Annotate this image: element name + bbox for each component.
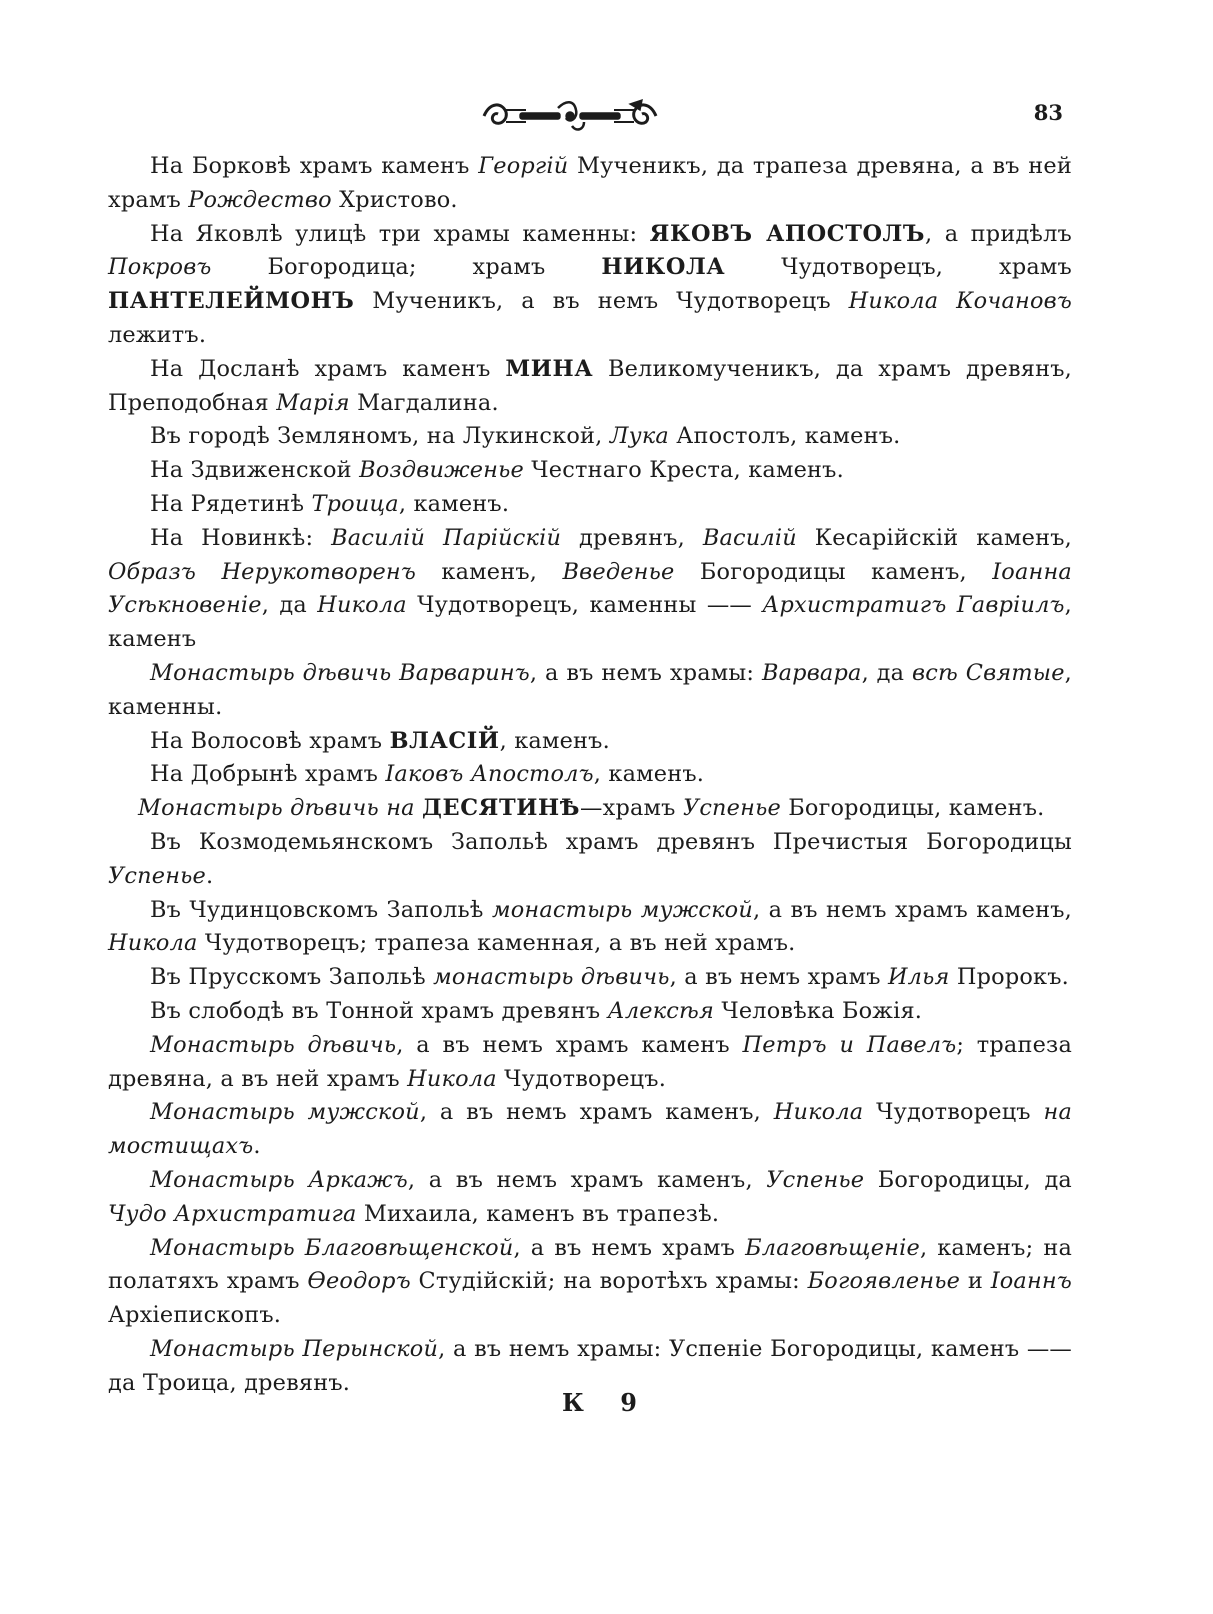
- text-run: , а въ немъ храмъ каменъ: [396, 1031, 743, 1058]
- text-run: НИКОЛА: [601, 254, 726, 281]
- paragraph: [108, 792, 1072, 826]
- text-run: , а въ немъ храмъ каменъ,: [419, 1099, 774, 1126]
- italic-text-run: Василій Парійскій: [331, 524, 562, 551]
- paragraph: [108, 522, 1072, 657]
- italic-text-run: монастырь мужской: [491, 896, 753, 923]
- text-run: , каменъ; на полатяхъ храмъ: [108, 1234, 1073, 1295]
- italic-text-run: Лука: [609, 423, 669, 450]
- italic-text-run: Іоанна Усѣкновеніе: [108, 558, 1072, 619]
- text-run: ВЛАСІЙ: [389, 727, 500, 754]
- italic-text-run: Варвара: [761, 659, 862, 686]
- text-run: Въ слободѣ въ Тонной храмъ древянъ: [150, 997, 608, 1024]
- italic-text-run: Монастырь дѣвичь Варваринъ: [150, 659, 530, 686]
- paragraph: [108, 454, 1072, 488]
- text-run: и: [960, 1268, 991, 1295]
- text-run: , да: [861, 659, 913, 686]
- text-run: Чудотворецъ.: [496, 1065, 667, 1092]
- paragraph: [108, 1096, 1072, 1164]
- text-run: каменъ,: [416, 558, 563, 585]
- paragraph: [108, 218, 1072, 353]
- italic-text-run: Покровъ: [108, 254, 212, 281]
- italic-text-run: Іаковъ Апостолъ: [385, 761, 594, 788]
- italic-text-run: Монастырь дѣвичь: [150, 1031, 397, 1058]
- text-run: На Яковлѣ улицѣ три храмы каменны:: [150, 220, 650, 247]
- text-run: Христово.: [331, 186, 458, 213]
- text-run: , а въ немъ храмы:: [529, 659, 762, 686]
- paragraph: [108, 826, 1072, 894]
- paragraph: [108, 758, 1072, 792]
- text-run: , а въ немъ храмъ: [669, 964, 888, 991]
- paragraph: [108, 995, 1072, 1029]
- text-run: ДЕСЯТИНѢ: [422, 795, 581, 822]
- text-run: —храмъ: [580, 795, 683, 822]
- italic-text-run: Успенье: [766, 1166, 865, 1193]
- italic-text-run: Монастырь Аркажъ: [150, 1166, 408, 1193]
- italic-text-run: монастырь дѣвичь: [433, 964, 670, 991]
- italic-text-run: Ѳеодоръ: [307, 1268, 411, 1295]
- paragraph: [108, 150, 1072, 218]
- text-run: Апостолъ, каменъ.: [668, 423, 901, 450]
- text-run: , а въ немъ храмъ каменъ,: [752, 896, 1072, 923]
- text-run: , да: [261, 592, 318, 619]
- text-run: Чудотворецъ, каменны ——: [406, 592, 763, 619]
- page-number: 83: [1033, 100, 1063, 125]
- text-run: , а въ немъ храмы: Успеніе Богородицы, каменъ —— да Троица, древянъ.: [108, 1335, 1073, 1396]
- text-run: , каменъ.: [499, 727, 610, 754]
- italic-text-run: Алексѣя: [607, 997, 715, 1024]
- text-run: На Борковѣ храмъ каменъ: [150, 153, 479, 179]
- italic-text-run: Воздвиженье: [359, 457, 524, 484]
- text-run: Въ Козмодемьянскомъ Запольѣ храмъ древянъ Пречистыя Богородицы: [150, 828, 1072, 855]
- text-run: Въ Прусскомъ Запольѣ: [150, 964, 434, 991]
- text-run: , каменъ: [108, 592, 1072, 653]
- italic-text-run: Никола: [108, 930, 198, 957]
- italic-text-run: Марія: [276, 389, 350, 416]
- paragraph: [108, 894, 1072, 962]
- italic-text-run: Успенье: [108, 862, 206, 889]
- text-run: Чудотворецъ; трапеза каменная, а въ ней храмъ.: [197, 930, 796, 957]
- text-run: Честнаго Креста, каменъ.: [523, 457, 844, 484]
- text-run: Въ Чудинцовскомъ Запольѣ: [150, 896, 492, 923]
- paragraph: [108, 725, 1072, 759]
- italic-text-run: Богоявленье: [807, 1268, 961, 1295]
- italic-text-run: Илья: [887, 964, 950, 991]
- italic-text-run: Іоаннъ: [990, 1268, 1072, 1295]
- italic-text-run: Монастырь дѣвичь на: [138, 795, 423, 822]
- text-run: лежитъ.: [108, 321, 207, 348]
- italic-text-run: Успенье: [682, 795, 781, 822]
- text-run: Магдалина.: [349, 389, 499, 416]
- text-run: .: [205, 862, 214, 889]
- text-run: ; трапеза древяна, а въ ней храмъ: [108, 1031, 1073, 1092]
- text-run: Въ городѣ Земляномъ, на Лукинской,: [150, 423, 610, 450]
- italic-text-run: Образъ Нерукотворенъ: [108, 558, 416, 585]
- text-run: Студійскій; на воротѣхъ храмы:: [410, 1268, 808, 1295]
- paragraph: [108, 420, 1072, 454]
- text-run: Михаила, каменъ въ трапезѣ.: [356, 1200, 720, 1227]
- text-run: Пророкъ.: [949, 964, 1069, 991]
- italic-text-run: Рождество: [188, 186, 332, 213]
- text-run: На Досланѣ храмъ каменъ: [150, 355, 506, 382]
- text-run: древянъ,: [561, 524, 703, 551]
- text-run: На Новинкѣ:: [150, 524, 332, 551]
- printer-signature-mark: К 9: [562, 1388, 651, 1417]
- text-run: , а въ немъ храмъ каменъ,: [407, 1166, 767, 1193]
- paragraph: [108, 1029, 1072, 1097]
- page-header: [0, 92, 1213, 142]
- text-run: , а придѣлъ: [924, 220, 1073, 247]
- italic-text-run: Никола Кочановъ: [848, 288, 1072, 315]
- text-run: На Здвиженской: [150, 457, 360, 484]
- paragraph: [108, 657, 1072, 725]
- italic-text-run: Никола: [773, 1099, 864, 1126]
- italic-text-run: Монастырь Перынской: [150, 1335, 439, 1362]
- text-run: Чудотворецъ: [863, 1099, 1044, 1126]
- italic-text-run: Монастырь мужской: [150, 1099, 420, 1126]
- italic-text-run: Петръ и Павелъ: [742, 1031, 957, 1058]
- paragraph: [108, 1164, 1072, 1232]
- text-run: На Рядетинѣ: [150, 490, 312, 517]
- paragraph: [108, 961, 1072, 995]
- text-run: ЯКОВЪ АПОСТОЛЪ: [649, 220, 925, 247]
- text-run: , каменъ.: [593, 761, 705, 788]
- text-run: Архіепископъ.: [108, 1302, 282, 1329]
- text-run: Богородицы каменъ,: [674, 558, 993, 585]
- italic-text-run: Архистратигъ Гавріилъ: [762, 592, 1065, 619]
- text-run: На Волосовѣ храмъ: [150, 727, 390, 754]
- text-run: На Добрынѣ храмъ: [150, 761, 386, 788]
- italic-text-run: всѣ Святые: [912, 659, 1065, 686]
- italic-text-run: Троица: [311, 490, 399, 517]
- text-run: , каменны.: [108, 659, 1072, 720]
- italic-text-run: Георгій: [478, 153, 569, 179]
- text-run: Мученикъ, да трапеза древяна, а въ ней храмъ: [108, 153, 1072, 213]
- text-run: Великомученикъ, да храмъ древянъ, Преподобная: [108, 355, 1072, 416]
- italic-text-run: на мостищахъ: [108, 1099, 1072, 1160]
- italic-text-run: Никола: [317, 592, 407, 619]
- text-run: Богородица; храмъ: [211, 254, 602, 281]
- text-run: Богородицы, каменъ.: [780, 795, 1045, 822]
- paragraph: [108, 488, 1072, 522]
- text-run: Человѣка Божія.: [714, 997, 923, 1024]
- text-run: МИНА: [505, 355, 594, 382]
- italic-text-run: Благовѣщеніе: [745, 1234, 920, 1261]
- italic-text-run: Василій: [702, 524, 797, 551]
- decorative-headpiece-icon: [480, 96, 660, 136]
- paragraph: [108, 353, 1072, 421]
- italic-text-run: Никола: [407, 1065, 497, 1092]
- text-run: Богородицы, да: [864, 1166, 1072, 1193]
- text-run: Чудотворецъ, храмъ: [725, 254, 1072, 281]
- italic-text-run: Введенье: [562, 558, 675, 585]
- italic-text-run: Монастырь Благовѣщенской: [150, 1234, 514, 1261]
- text-run: Кесарійскій каменъ,: [796, 524, 1072, 551]
- text-run: , каменъ.: [398, 490, 510, 517]
- body-text: [108, 150, 1072, 1400]
- italic-text-run: Чудо Архистратига: [108, 1200, 357, 1227]
- paragraph: [108, 1232, 1072, 1333]
- text-run: ПАНТЕЛЕЙМОНЪ: [108, 288, 355, 315]
- text-run: .: [253, 1133, 261, 1160]
- text-run: , а въ немъ храмъ: [513, 1234, 746, 1261]
- text-run: Мученикъ, а въ немъ Чудотворецъ: [354, 288, 849, 315]
